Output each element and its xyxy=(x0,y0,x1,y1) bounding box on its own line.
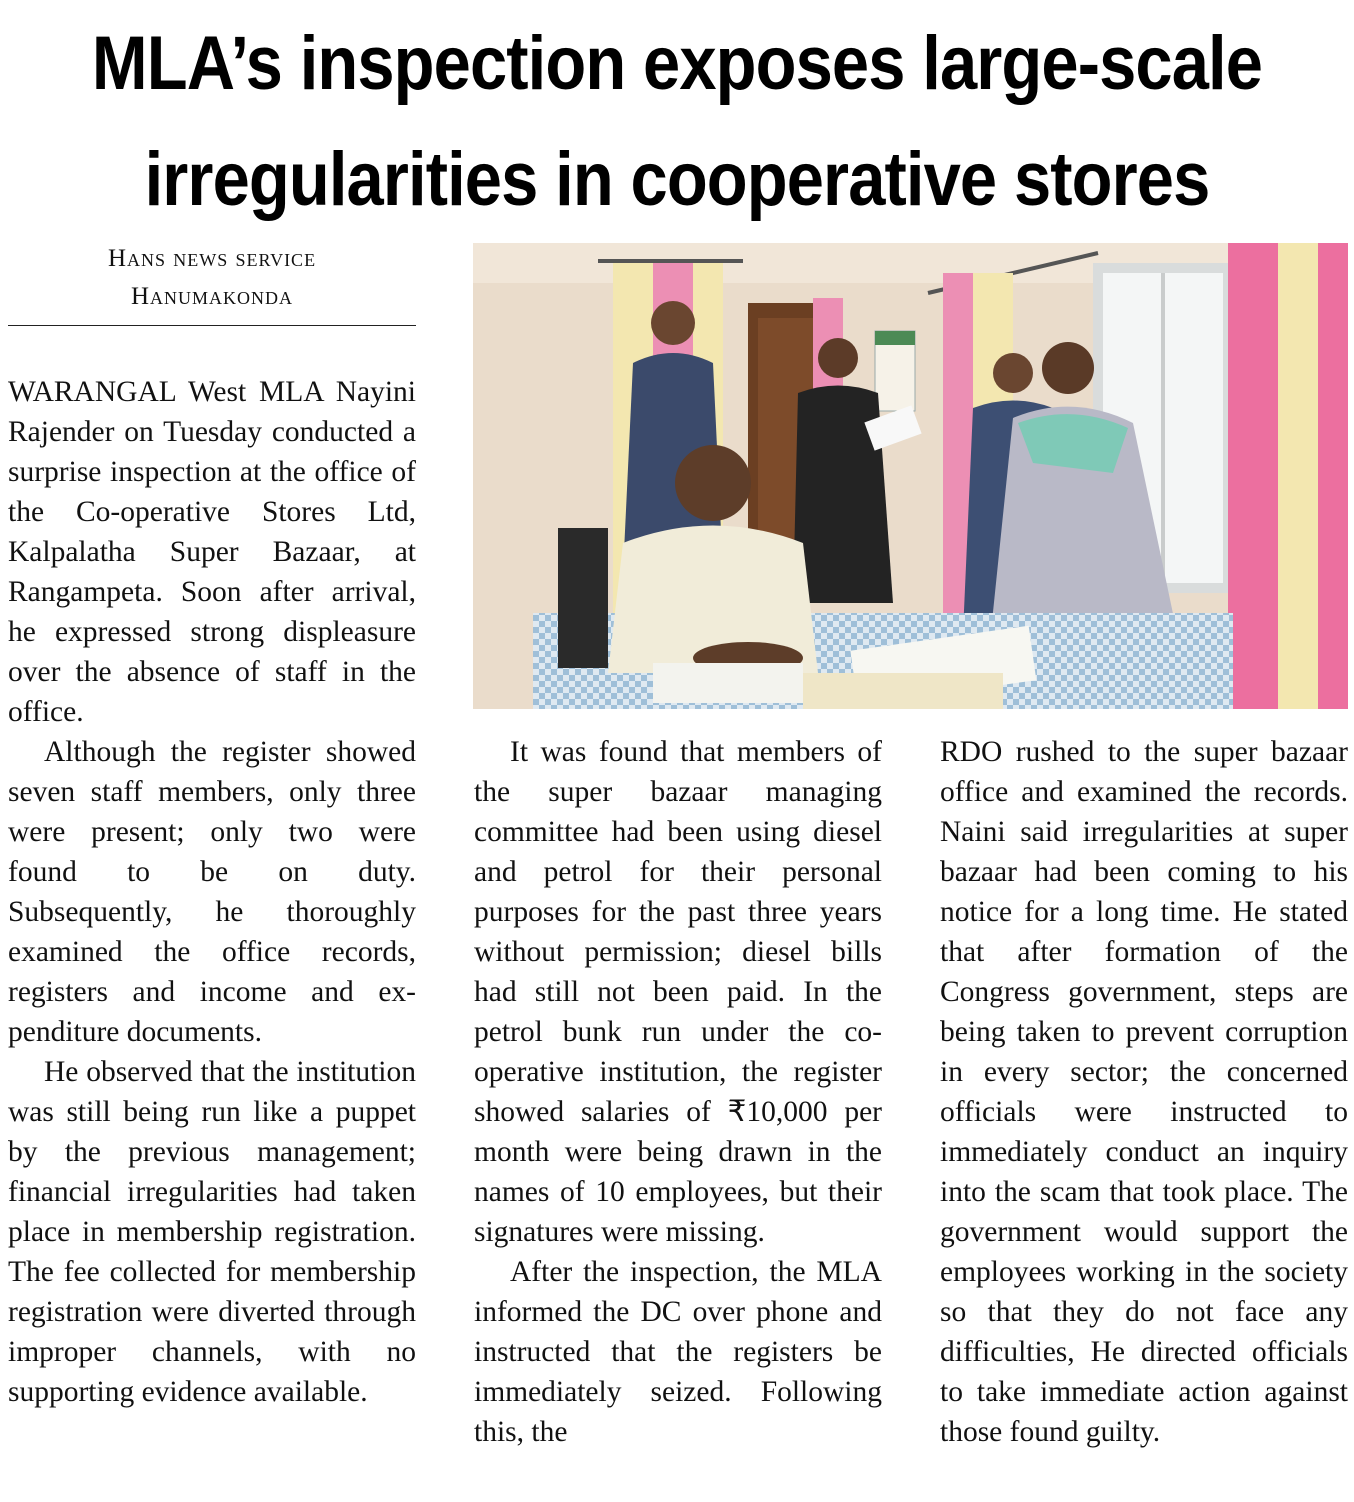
paragraph: RDO rushed to the super bazaar office and examined the records. Naini said irregularities at super bazaar had been coming to his notice for a long time. He stated that after formation of the Congress government, steps are being taken to prevent corruption in every sector; the concerned officials were instructed to immediately conduct an inquiry into the scam that took place. The government would support the employees working in the society so that they do not face any difficulties, He directed officials to take immediate action against those found guilty. xyxy=(940,736,1348,1448)
news-photo xyxy=(473,243,1348,709)
article-column-1 xyxy=(8,372,416,1412)
byline-service: Hans news service xyxy=(107,245,317,272)
byline-location: Hanumakonda xyxy=(130,283,294,310)
paragraph: After the inspection, the MLA informed the DC over phone and instructed that the registers be immediately seized. Following this, the xyxy=(474,1256,882,1448)
headline-line-2: irregularities in cooperative stores xyxy=(144,137,1210,222)
paragraph: He observed that the institution was still being run like a puppet by the previous management; financial irregularities had taken place in membership registration. The fee collected for membership registration were diverted through improper channels, with no supporting evidence available. xyxy=(8,1056,416,1408)
headline-line-1: MLA’s inspection exposes large-scale xyxy=(91,21,1263,106)
article-column-3 xyxy=(940,732,1348,1452)
article-column-2 xyxy=(474,732,882,1452)
news-photo-illustration xyxy=(473,243,1348,709)
byline xyxy=(8,240,416,316)
byline-divider xyxy=(8,325,416,326)
headline xyxy=(81,0,1273,238)
paragraph: WARANGAL West MLA Nayini Rajender on Tuesday conducted a surprise inspection at the office of the Co-operative Stores Ltd, Kalpalatha Super Bazaar, at Rangampeta. Soon after arrival, he expressed strong displeasure over the absence of staff in the office. xyxy=(8,376,416,728)
paragraph: Although the register showed seven staff members, only three were present; only two were found to be on duty. Subsequently, he thoroughly examined the office records, registers and income and expenditure documents. xyxy=(8,736,416,1048)
paragraph: It was found that members of the super bazaar managing committee had been using diesel and petrol for their personal purposes for the past three years without permission; diesel bills had still not been paid. In the petrol bunk run under the co-operative institution, the register showed salaries of ₹10,000 per month were being drawn in the names of 10 employees, but their signatures were missing. xyxy=(474,736,882,1248)
